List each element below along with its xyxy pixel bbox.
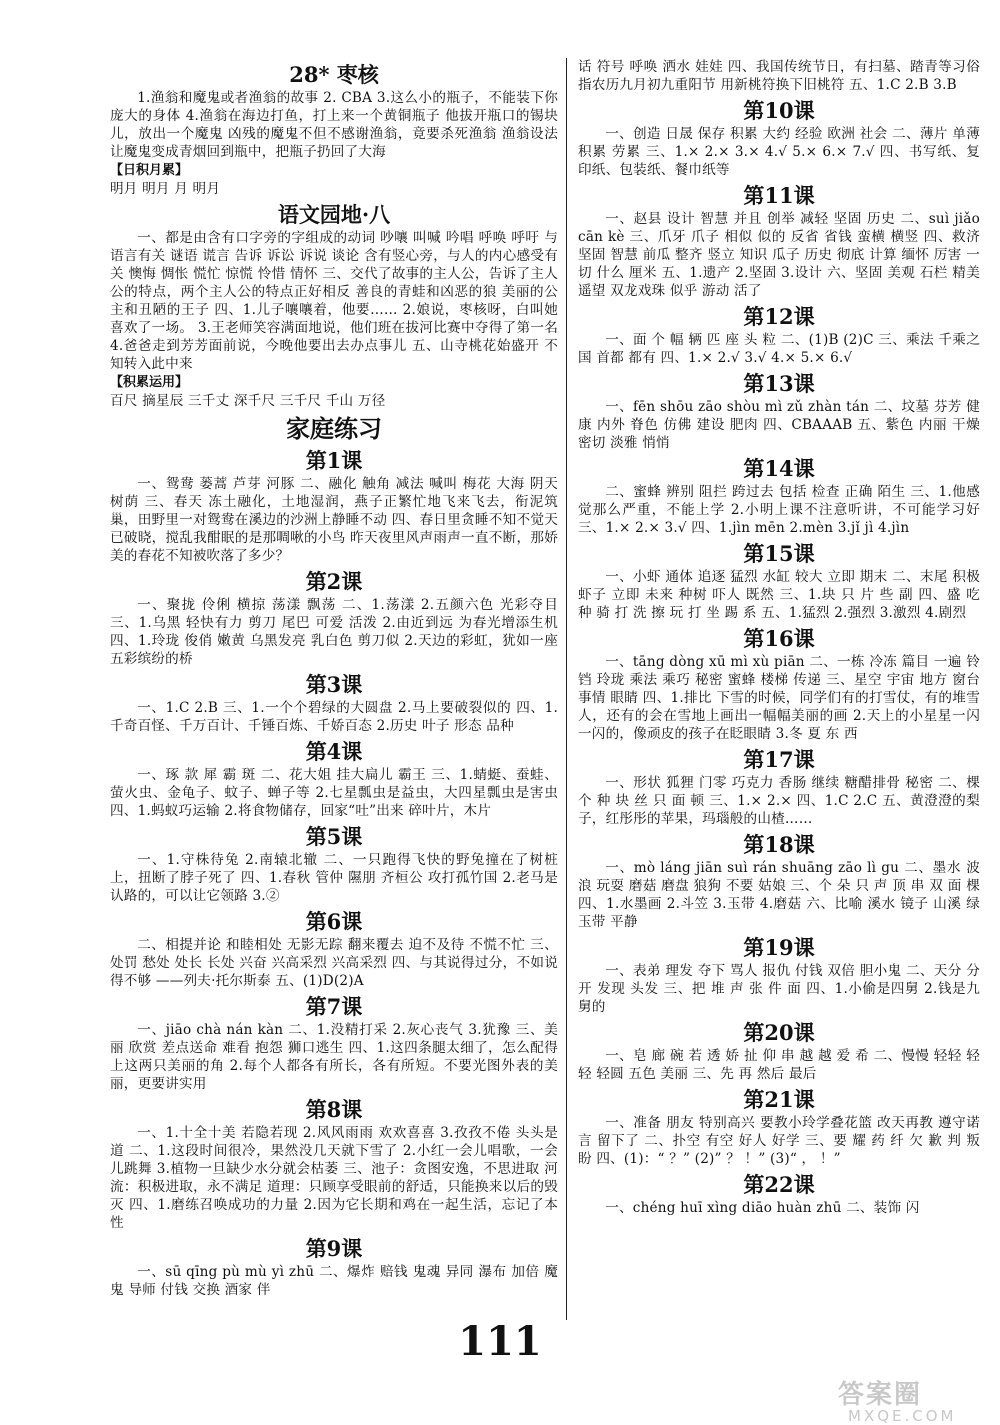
section-heading: 28* 枣核 [289,62,379,87]
section-heading: 第20课 [743,1020,815,1045]
answer-paragraph: 二、相提并论 和睦相处 无影无踪 翻来覆去 迫不及待 不慌不忙 三、处罚 愁处 处长 长处 兴奋 兴高采烈 兴高采烈 四、与其说得过分，不如说得不够 ——列夫·托尔斯泰 五、(1)D(2)A [110,937,558,989]
section-heading: 第14课 [743,456,815,481]
answer-paragraph: 一、鸳鸯 蒌蒿 芦芽 河豚 二、融化 触角 减法 喊叫 梅花 大海 阴天 树荫 三、春天 冻土融化，土地湿润，燕子正繁忙地飞来飞去，衔泥筑巢，田野里一对鸳鸯在溪边的沙洲上静睡不动 四、春日里贪睡不知不觉天已破晓，搅乱我酣眠的是那啁啾的小鸟 昨天夜里风声雨声一直不断，那娇美的春花不知被吹落了多少？ [110,476,558,564]
answer-paragraph: 一、面 个 幅 辆 匹 座 头 粒 二、(1)B (2)C 三、乘法 千乘之国 首都 都有 四、1.× 2.√ 3.√ 4.× 5.× 6.√ [578,332,980,366]
watermark-url: MXQE.COM [848,1407,957,1425]
section-heading: 第21课 [743,1087,815,1112]
watermark-text: 答案圈 [838,1380,923,1410]
answer-paragraph: 一、表弟 理发 夺下 骂人 报仇 付钱 双倍 胆小鬼 二、天分 分开 发现 头发 三、把 堆 声 张 件 面 四、1.小偷是四舅 2.钱是九舅的 [578,963,980,1015]
section-heading: 第19课 [743,935,815,960]
answer-paragraph: 一、形状 狐狸 门零 巧克力 香肠 继续 糖醋排骨 秘密 二、棵 个 种 块 丝 只 面 顿 三、1.× 2.× 四、1.C 2.C 五、黄澄澄的梨子，红彤彤的苹果，玛瑙般的山楂…… [578,775,980,827]
page-number: 111 [458,1318,542,1365]
section-heading: 第6课 [305,909,363,934]
answer-paragraph: 1.渔翁和魔鬼或者渔翁的故事 2. CBA 3.这么小的瓶子，不能装下你庞大的身体 4.渔翁在海边打鱼，打上来一个黄铜瓶子 他拔开瓶口的锡块儿，放出一个魔鬼 凶残的魔鬼不但不感谢渔翁，竟要杀死渔翁 渔翁设法让魔鬼变成青烟回到瓶中，把瓶子扔回了大海 [110,90,558,160]
answer-paragraph: 一、创造 日晟 保存 积累 大约 经验 欧洲 社会 二、薄片 单薄 积累 劳累 三、1.× 2.× 3.× 4.√ 5.× 6.× 7.√ 四、书写纸、复印纸、包装纸、餐巾纸等 [578,126,980,178]
answer-paragraph: 一、sū qīng pù mù yì zhū 二、爆炸 赔钱 鬼魂 异同 瀑布 加倍 魔鬼 导师 付钱 交换 酒家 伴 [110,1264,558,1298]
section-heading: 第16课 [743,626,815,651]
section-heading: 第7课 [305,994,363,1019]
answer-paragraph: 一、琢 款 犀 霸 斑 二、花大姐 挂大扁儿 霸王 三、1.蜻蜓、蚕蛙、萤火虫、金龟子、蚊子、蝉子等 2.七星瓢虫是益虫，大四星瓢虫是害虫 四、1.蚂蚁巧运输 2.将食物储存，回家“吐”出来 碎叶片，木片 [110,767,558,819]
answer-paragraph: 一、小虾 通体 追逐 猛烈 水缸 较大 立即 期末 二、末尾 积极 虾子 立即 未来 种树 吓人 既然 三、1.块 只 片 些 副 四、盛 吃 种 骑 打 洗 擦 玩 打 坐 踢 系 五、1.猛烈 2.强烈 3.激烈 4.剧烈 [578,569,980,621]
section-heading: 第11课 [743,183,815,208]
section-heading: 第13课 [743,371,815,396]
section-heading: 第4课 [305,739,363,764]
section-heading: 第12课 [743,304,815,329]
subsection-tag: 【日积月累】 [110,163,189,178]
section-heading: 第17课 [743,747,815,772]
answer-paragraph: 一、chéng huī xìng diāo huàn zhū 二、装饰 闪 [605,1200,920,1216]
section-heading: 第9课 [305,1236,363,1261]
answer-paragraph: 百尺 摘星辰 三千丈 深千尺 三千尺 千山 万径 [110,393,386,409]
section-heading: 第1课 [305,448,363,473]
left-column [110,58,558,1299]
answer-paragraph: 一、1.十全十美 若隐若现 2.风风雨雨 欢欢喜喜 3.孜孜不倦 头头是道 二、1.这段时间很冷，果然没几天就下雪了 2.小红一会儿唱歌，一会儿跳舞 3.植物一旦缺少水分就会枯萎 三、池子：贪图安逸，不思进取 河流：积极进取，永不满足 道理：只顾享受眼前的舒适，只能换来以后的毁灭 四、1.磨练召唤成功的力量 2.因为它长期和鸡在一起生活，忘记了本性 [110,1125,558,1231]
answer-paragraph: 一、tāng dòng xū mì xù piān 二、一栋 冷冻 篇目 一遍 铃铛 玲珑 乘法 乘巧 秘密 蜜蜂 楼梯 传递 三、星空 宇宙 地方 窗台 事情 眼睛 四、1.排比 下雪的时候，同学们有的打雪仗，有的堆雪人，还有的会在雪地上画出一幅幅美丽的画 2.天上的小星星一闪一闪的，像顽皮的孩子在眨眼睛 3.冬 夏 东 西 [578,654,980,742]
answer-paragraph: 一、聚拢 伶俐 横掠 荡漾 飘荡 二、1.荡漾 2.五颜六色 光彩夺目 三、1.乌黑 轻快有力 剪刀 尾巴 可爱 活泼 2.由近到远 为春光增添生机 四、1.玲珑 俊俏 嫩黄 乌黑发亮 乳白色 剪刀似 2.天边的彩虹，犹如一座五彩缤纷的桥 [110,597,558,667]
section-heading: 第8课 [305,1097,363,1122]
section-heading: 第2课 [305,569,363,594]
answer-paragraph: 一、赵县 设计 智慧 并且 创举 减轻 坚固 历史 二、suì jiǎo cān kè 三、爪牙 爪子 相似 似的 反省 省钱 蛮横 横竖 四、救济 坚固 智慧 前瓜 整齐 竖立 知识 瓜子 历史 彻底 计算 缅怀 厉害 一切 什么 厘米 五、1.遗产 2.坚固 3.设计 六、坚固 美观 石栏 精美 遥望 双龙戏珠 似乎 游动 活了 [578,211,980,299]
answer-paragraph: 一、fēn shōu zāo shòu mì zǔ zhàn tán 二、坟墓 芬芳 健康 内外 脊色 仿佛 建设 肥肉 四、CBAAAB 五、紫色 内丽 干燥 密切 淡雅 悄悄 [578,399,980,451]
right-column [578,58,980,1217]
answer-paragraph: 二、蜜蜂 辨别 阻拦 跨过去 包括 检查 正确 陌生 三、1.他感觉那么严重，不能上学 2.小明上课不注意听讲，不可能学习好 三、1.× 2.× 3.√ 四、1.jìn mēn 2.mèn 3.jǐ jì 4.jìn [578,484,980,536]
answer-paragraph: 一、mò láng jiān suì rán shuāng zāo lì gu 二、墨水 波浪 玩耍 磨菇 磨盘 狼狗 不要 姑娘 三、个 朵 只 声 顶 串 双 面 棵 四、1.水墨画 2.斗笠 3.玉带 4.磨菇 六、比喻 溪水 镜子 山溪 绿玉带 平静 [578,860,980,930]
answer-paragraph: 一、jiāo chà nán kàn 二、1.没精打采 2.灰心丧气 3.犹豫 三、美丽 欣赏 差点送命 难看 抱怨 狮口逃生 四、1.这四条腿太细了，怎么配得上这两只美丽的角 2.每个人都各有所长，各有所短。不要光图外表的美丽，更要讲实用 [110,1022,558,1092]
section-heading: 第3课 [305,672,363,697]
column-divider [566,58,567,1320]
answer-paragraph: 一、都是由含有口字旁的字组成的动词 吵嚷 叫喊 吟唱 呼唤 呼吁 与语言有关 谜语 谎言 告诉 诉讼 诉说 谈论 含有竖心旁，与人的内心感受有关 懊悔 惆怅 慌忙 惊慌 怜惜 情怀 三、交代了故事的主人公，告诉了主人公的特点，两个主人公的特点正好相反 善良的青蛙和凶恶的狼 美丽的公主和丑陋的王子 四、1.儿子嚷嚷着，他要…… 2.娘说，枣核呀，白叫她喜欢了一场。 3.王老师笑容满面地说，他们班在拔河比赛中夺得了第一名 4.爸爸走到芳芳面前说，今晚他要出去办点事儿 五、山寺桃花始盛开 不知转入此中来 [110,230,558,372]
watermark-logo [838,1374,988,1425]
answer-paragraph: 一、准备 朋友 特别高兴 要教小玲学叠花篮 改天再教 遵守诺言 留下了 二、扑空 有空 好人 好学 三、要 耀 药 纤 欠 歉 判 叛 盼 四、(1)：“ ？” (2)” ？ ！” (3)“ ， ！” [578,1115,980,1167]
answer-paragraph: 一、1.C 2.B 三、1.一个个碧绿的大圆盘 2.马上要破裂似的 四、1.千奇百怪、千万百计、千锤百炼、千娇百态 2.历史 叶子 形态 品种 [110,700,558,734]
section-heading: 第15课 [743,541,815,566]
section-heading: 第18课 [743,832,815,857]
section-heading: 第5课 [305,824,363,849]
answer-paragraph: 一、皂 廊 碗 若 透 娇 扯 仰 串 越 越 爱 希 二、慢慢 轻轻 轻轻 轻圆 五色 美丽 三、先 再 然后 最后 [578,1048,980,1082]
section-heading: 第22课 [743,1172,815,1197]
answer-paragraph: 明月 明月 月 明月 [110,181,221,197]
section-heading: 语文园地·八 [277,202,391,227]
section-heading: 第10课 [743,98,815,123]
subsection-tag: 【积累运用】 [110,375,189,390]
answer-paragraph: 一、1.守株待兔 2.南辕北辙 二、一只跑得飞快的野兔撞在了树桩上，扭断了脖子死了 四、1.春秋 管仲 隰朋 齐桓公 攻打孤竹国 2.老马是认路的，可以让它领路 3.② [110,852,558,904]
section-heading: 家庭练习 [286,414,382,443]
answer-paragraph: 话 符号 呼唤 洒水 娃娃 四、我国传统节日，有扫墓、踏青等习俗 指农历九月初九重阳节 用新桃符换下旧桃符 五、1.C 2.B 3.B [578,59,980,93]
